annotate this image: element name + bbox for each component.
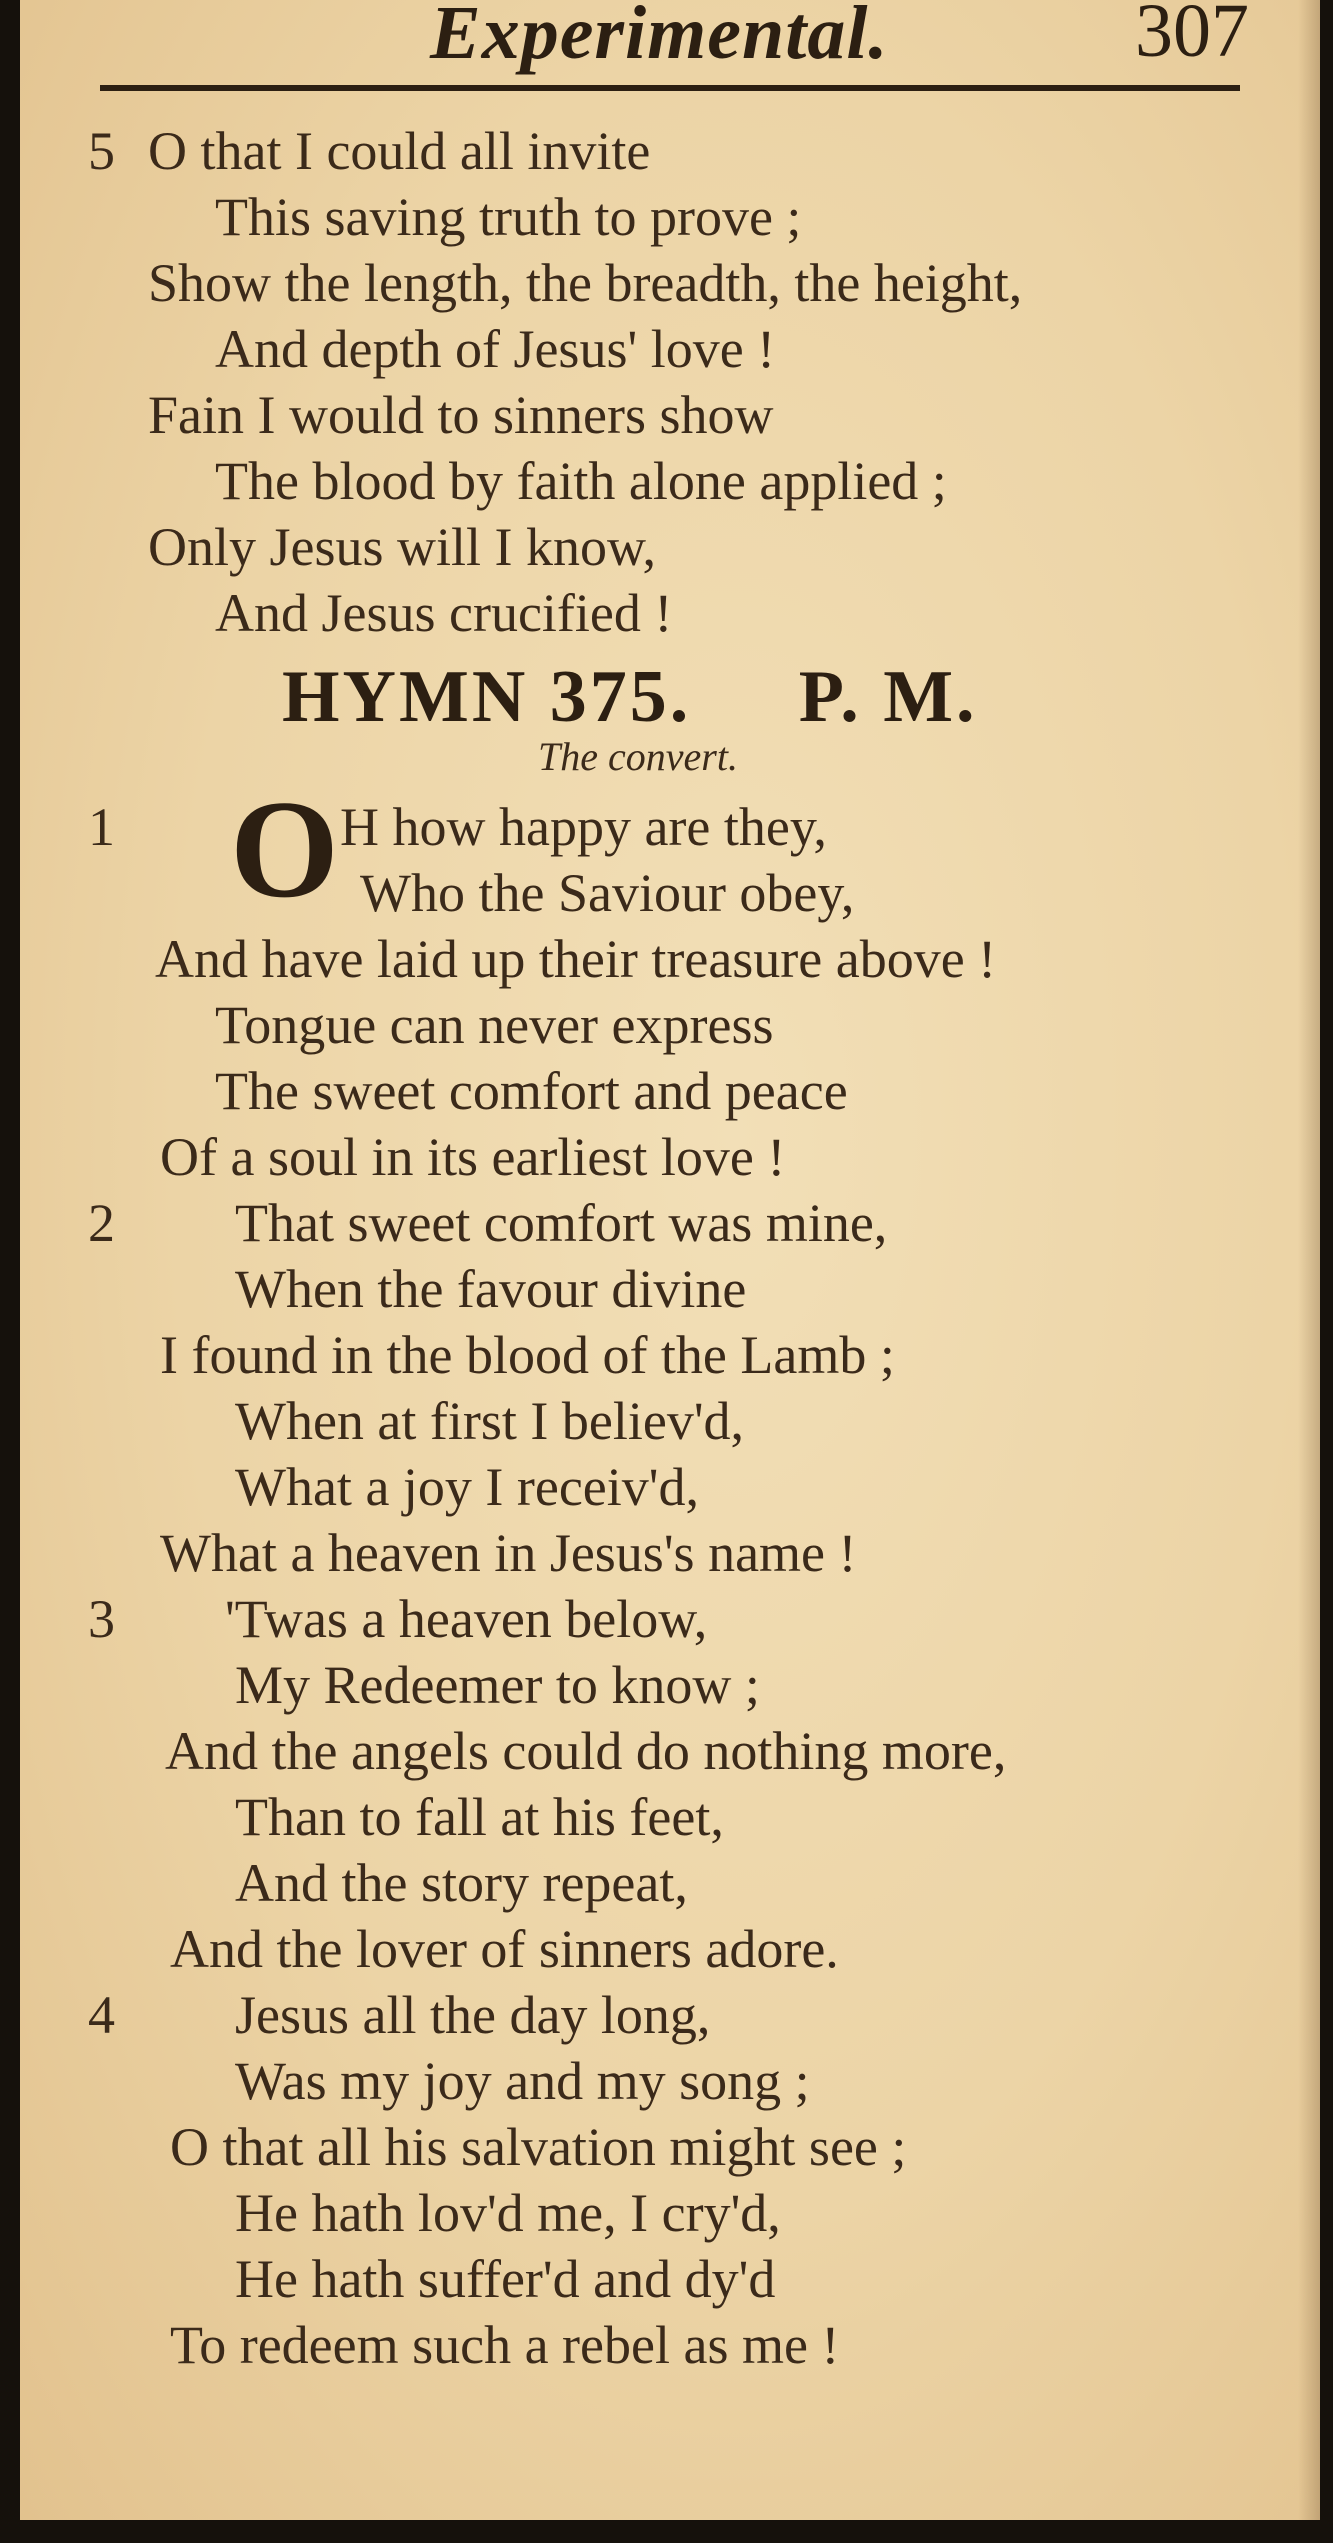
verse-line: And Jesus crucified ! — [215, 583, 673, 643]
verse-number: 2 — [88, 1193, 115, 1253]
drop-cap: O — [230, 772, 339, 927]
verse-line: This saving truth to prove ; — [215, 187, 802, 247]
header-rule — [100, 85, 1240, 91]
verse-line: The blood by faith alone applied ; — [215, 451, 947, 511]
verse-line: What a heaven in Jesus's name ! — [160, 1523, 857, 1583]
running-header: Experimental. — [430, 0, 889, 75]
verse-line: Than to fall at his feet, — [235, 1787, 724, 1847]
page-edge-shadow — [1298, 0, 1320, 2520]
verse-number: 5 — [88, 121, 115, 181]
verse-line: He hath suffer'd and dy'd — [235, 2249, 776, 2309]
verse-line: And the angels could do nothing more, — [165, 1721, 1007, 1781]
verse-line: O that I could all invite — [148, 121, 651, 181]
verse-line: Tongue can never express — [215, 995, 774, 1055]
verse-line: Of a soul in its earliest love ! — [160, 1127, 786, 1187]
verse-line: When the favour divine — [235, 1259, 747, 1319]
verse-line: H how happy are they, — [340, 797, 827, 857]
verse-number: 3 — [88, 1589, 115, 1649]
verse-line: And the story repeat, — [235, 1853, 688, 1913]
verse-number: 1 — [88, 797, 115, 857]
verse-line: And have laid up their treasure above ! — [155, 929, 997, 989]
verse-line: Was my joy and my song ; — [235, 2051, 810, 2111]
verse-line: Jesus all the day long, — [235, 1985, 711, 2045]
verse-line: Fain I would to sinners show — [148, 385, 774, 445]
verse-line: The sweet comfort and peace — [215, 1061, 848, 1121]
verse-line: He hath lov'd me, I cry'd, — [235, 2183, 781, 2243]
verse-line: To redeem such a rebel as me ! — [170, 2315, 840, 2375]
verse-line: My Redeemer to know ; — [235, 1655, 760, 1715]
hymn-subtitle: The convert. — [538, 734, 738, 779]
verse-line: What a joy I receiv'd, — [235, 1457, 700, 1517]
verse-line: When at first I believ'd, — [235, 1391, 745, 1451]
verse-number: 4 — [88, 1985, 115, 2045]
verse-line: Only Jesus will I know, — [148, 517, 656, 577]
book-page — [20, 0, 1320, 2520]
verse-line: And the lover of sinners adore. — [170, 1919, 839, 1979]
verse-line: That sweet comfort was mine, — [235, 1193, 888, 1253]
verse-line: 'Twas a heaven below, — [225, 1589, 708, 1649]
verse-line: And depth of Jesus' love ! — [215, 319, 776, 379]
page-number: 307 — [1135, 0, 1249, 73]
verse-line: I found in the blood of the Lamb ; — [160, 1325, 895, 1385]
verse-line: O that all his salvation might see ; — [170, 2117, 907, 2177]
verse-line: Who the Saviour obey, — [360, 863, 855, 923]
verse-line: Show the length, the breadth, the height, — [148, 253, 1023, 313]
hymn-title: HYMN 375. P. M. — [282, 656, 978, 738]
